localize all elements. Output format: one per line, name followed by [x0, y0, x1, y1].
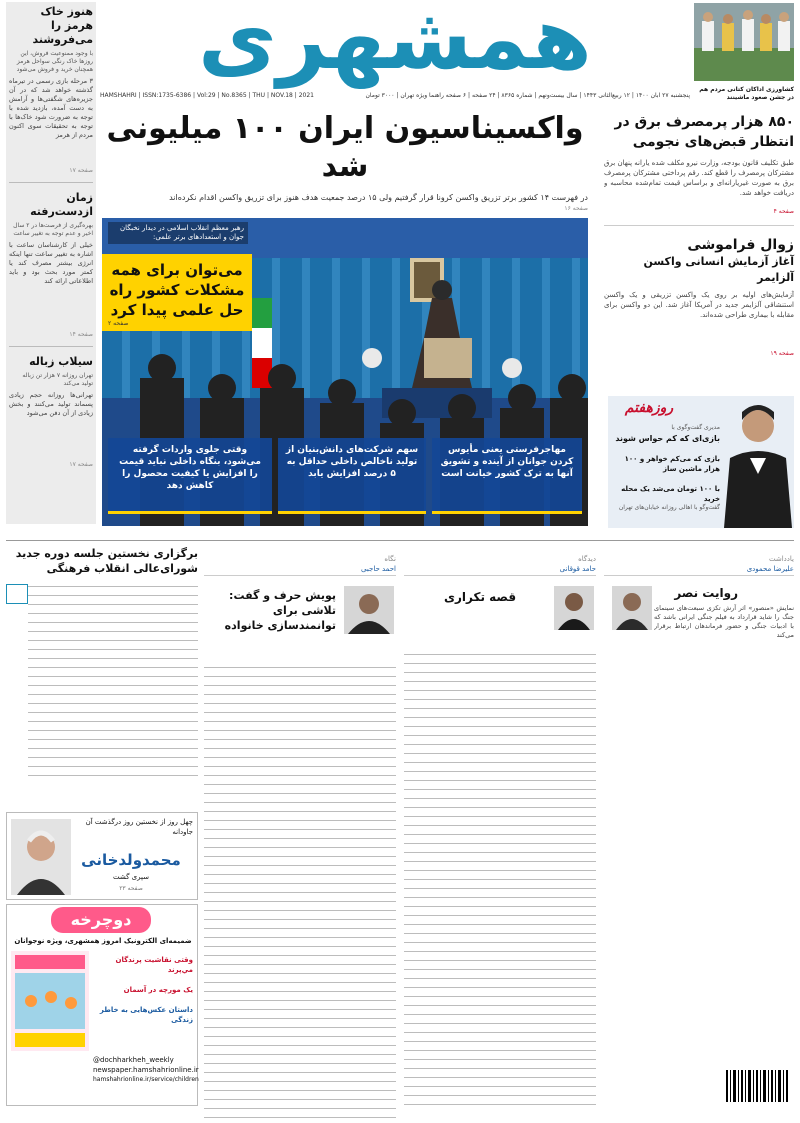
- obituary-ad[interactable]: [6, 812, 198, 900]
- ad2-insta[interactable]: @dochharkheh_weekly: [93, 1056, 174, 1064]
- col3-body: [204, 663, 396, 1123]
- right-item-2[interactable]: [604, 236, 794, 357]
- ad2-site-2[interactable]: hamshahrionline.ir/service/children: [93, 1076, 199, 1083]
- left-item-1-ref: صفحه ۱۷: [69, 167, 93, 174]
- left-item-2-body: خیلی از کارشناسان ساعت با اشاره به تغییر ساعت تنها اینکه انرژی بیشتر مصرف کند یا کمتر مورد بحث بود و باید اطلاعاتی ارائه کند: [9, 241, 93, 285]
- bottom-col-1[interactable]: [604, 546, 794, 1106]
- col3-kicker: نگاه: [384, 555, 396, 563]
- col1-title: روایت نصر: [674, 586, 738, 600]
- quote-box-1: مهاجرفرستی یعنی مأیوس کردن جوانان از آینده و تشویق آنها به ترک کشور خیانت است: [432, 438, 582, 514]
- bottom-col-2[interactable]: [404, 546, 596, 1106]
- col4-icon: [6, 584, 28, 604]
- latin-line: HAMSHAHRI | ISSN:1735-6386 | Vol:29 | No.8365 | THU | NOV.18 | 2021: [100, 92, 318, 99]
- left-item-2-ref: صفحه ۱۴: [69, 331, 93, 338]
- right-item-1-ref: صفحه ۴: [773, 208, 794, 215]
- main-photo[interactable]: [102, 218, 588, 526]
- ruzhaftom-intro: مدیری گفت‌وگوی با: [671, 424, 720, 431]
- quote-box-2: سهم شرکت‌های دانش‌بنیان از تولید ناخالص داخلی حداقل به ۵ درصد افزایش یابد: [278, 438, 426, 514]
- ad2-item-1: وقتی نقاشیت پرندگان مي‌پرند: [115, 956, 193, 974]
- football-photo: [694, 3, 794, 81]
- left-item-3[interactable]: [9, 355, 93, 468]
- col2-title: قصه تکراری: [444, 590, 517, 604]
- col2-body: [404, 650, 596, 1110]
- left-item-1-body: ۳ مرحله بازی رسمی در تیرماه گذشته خواهد شد که در آن جزیره‌های شگفتی‌ها و آرامش به دست آمده، بازدید شده با توجه به ضرورت شود خاک‌ها با توجه به تحقیقات سوی اکنون مردم از هرمز: [9, 77, 93, 139]
- ruzhaftom-link-1[interactable]: بازی که می‌کم خواهر و ۱۰۰ هزار ماشین ساز: [624, 455, 720, 473]
- main-headline[interactable]: [102, 110, 588, 212]
- left-item-3-ref: صفحه ۱۷: [69, 461, 93, 468]
- left-item-1-title: هنوز خاک هرمز را می‌فروشند: [32, 5, 93, 46]
- col1-body: نمایش «منصور» اثر آرش تکزی سبعت‌های سینمای جنگ را شاید قرارداد به فیلم جنگی ایرانی باشد که با ادبیات جنگی و حضور فرماندهان ارتباط برقرار می‌کند: [654, 604, 794, 639]
- photo-caption: کشاورزی اداکان کتانی مردم هم در جشن صعود ماشینند: [699, 86, 794, 101]
- right-item-1[interactable]: [604, 112, 794, 215]
- right-item-1-body: طبق تکلیف قانون بودجه، وزارت نیرو مکلف شده یارانه پنهان برق مشترکان پرمصرف را قطع کند. رقم پرداختی مشترکان پرمصرف برق به صورت غیریارانه‌ای و براساس قیمت تمام‌شده محاسبه و دریافت خواهد شد.: [604, 159, 794, 197]
- headline-lead: در فهرست ۱۴ کشور برتر تزریق واکسن کرونا قرار گرفتیم ولی ۱۵ درصد جمعیت هدف هنوز برای تزریق واکسن اقدام نکرده‌اند: [169, 193, 588, 202]
- ad1-title: چهل روز از نخستین روز درگذشت آن جاودانه: [85, 818, 193, 836]
- ruzhaftom-link-2[interactable]: با ۱۰۰ تومان می‌شد یک محله خرید: [621, 485, 720, 503]
- masthead-photo: [694, 3, 794, 101]
- left-item-3-body: تهرانی‌ها روزانه حجم زیادی پسماند تولید می‌کنند و بخش زیادی از آن دفن می‌شود: [9, 391, 93, 417]
- right-item-2-sub: آغاز آزمایش انسانی واکسن آلزایمر: [643, 255, 794, 284]
- left-item-2-sub: بهره‌گیری از فرصت‌ها در ۲ سال اخیر و عدم توجه به تغییر ساعت: [13, 222, 93, 237]
- col1-kicker: یادداشت: [769, 555, 794, 563]
- ad2-site[interactable]: newspaper.hamshahrionline.ir: [93, 1066, 199, 1074]
- left-item-3-sub: تهران روزانه ۷ هزار تن زباله تولید می‌کند: [22, 372, 93, 387]
- ad2-cover: [11, 951, 89, 1051]
- photo-top-caption: رهبر معظم انقلاب اسلامی در دیدار نخبگان جوان و استعدادهای برتر علمی:: [108, 222, 248, 244]
- ad2-item-2: یک مورچه در آسمان: [123, 986, 193, 994]
- masthead-logo: همشهری: [198, 0, 592, 89]
- ad1-portrait: [11, 819, 71, 895]
- col1-author-photo: [612, 586, 652, 630]
- ruzhaftom-portrait: [720, 396, 794, 528]
- right-item-2-body: آزمایش‌های اولیه بر روی یک واکسن تزریقی و یک واکسن استنشاقی آلزایمر جدید در آمریکا آغاز شد. این دو واکسن برای مقابله با بیماری طراحی شده‌اند.: [604, 291, 794, 319]
- dochharkheh-ad[interactable]: [6, 904, 198, 1106]
- barcode: [724, 1068, 792, 1110]
- bottom-col-3[interactable]: [204, 546, 396, 1106]
- left-item-1-sub: با وجود ممنوعیت فروش، این روزها خاک رنگی سواحل هرمز همچنان خرید و فروش می‌شود: [16, 50, 93, 73]
- ruzhaftom-name: بازی‌ای که کم حواس شوند: [615, 434, 720, 443]
- bottom-col-4[interactable]: [6, 546, 198, 806]
- col4-title: برگزاری نخستین جلسه دوره جدید شورای‌عالی انقلاب فرهنگی: [15, 547, 198, 575]
- right-item-2-ref: صفحه ۱۹: [770, 350, 794, 357]
- col1-author: علیرضا محمودی: [746, 565, 794, 573]
- left-item-2-title: زمان ازدست‌رفته: [30, 191, 93, 218]
- ad1-ref: صفحه ۲۳: [119, 885, 143, 892]
- col2-kicker: دیدگاه: [578, 555, 596, 563]
- col2-author-photo: [554, 586, 594, 630]
- quote-ref: صفحه ۲: [108, 320, 129, 327]
- ruzhaftom-logo: روزهفتم: [624, 400, 674, 416]
- col3-author-photo: [344, 586, 394, 634]
- col3-author: احمد حاجبی: [361, 565, 396, 573]
- ad2-tag: ضمیمه‌ای الکترونیک امروز همشهری، ویژه نوجوانان: [14, 937, 192, 945]
- quote-box-3: وقتی جلوی واردات گرفته می‌شود، بنگاه داخلی نباید قیمت را افزایش یا کیفیت محصول را کاهش دهد: [108, 438, 272, 514]
- ad1-name: محمدولدخانی: [81, 851, 181, 869]
- col2-author: حامد قوقانی: [559, 565, 596, 573]
- ad2-logo: دوچرخه: [51, 907, 151, 933]
- masthead: [100, 0, 690, 110]
- headline-title: واکسیناسیون ایران ۱۰۰ میلیونی شد: [106, 111, 584, 184]
- headline-ref: صفحه ۱۶: [564, 205, 588, 212]
- left-item-1[interactable]: [9, 5, 93, 174]
- col4-body: [28, 582, 198, 782]
- left-item-3-title: سیلاب زباله: [29, 355, 93, 368]
- left-column: [6, 2, 96, 524]
- left-item-2[interactable]: [9, 191, 93, 338]
- date-line: پنجشنبه ۲۷ آبان ۱۴۰۰ | ۱۲ ربیع‌الثانی ۱۴۴۳ | سال بیست‌ونهم | شماره ۸۳۶۵ | ۲۴ صفحه | ۶ صفحه راهنما ویژه تهران | ۳۰۰۰ تومان: [365, 92, 690, 99]
- ad1-line: سپری گشت: [113, 873, 149, 881]
- ruzhaftom-link-2-sub: گفت‌وگو با اهالی روزانه خیابان‌های تهران: [618, 504, 720, 511]
- ad2-item-3: داستان عکس‌هایی به خاطر زندگی: [99, 1006, 193, 1024]
- right-item-1-title: ۸۵۰ هزار پرمصرف برق در انتظار قبض‌های نجومی: [614, 114, 794, 150]
- ruzhaftom-promo[interactable]: [608, 396, 794, 528]
- right-item-2-title: زوال فراموشی: [687, 237, 794, 253]
- main-quote: می‌توان برای همه مشکلات کشور راه حل علمی پیدا کرد صفحه ۲: [102, 254, 252, 331]
- col3-title: پویش حرف و گفت: تلاشی برای توانمندسازی خانواده: [224, 589, 336, 632]
